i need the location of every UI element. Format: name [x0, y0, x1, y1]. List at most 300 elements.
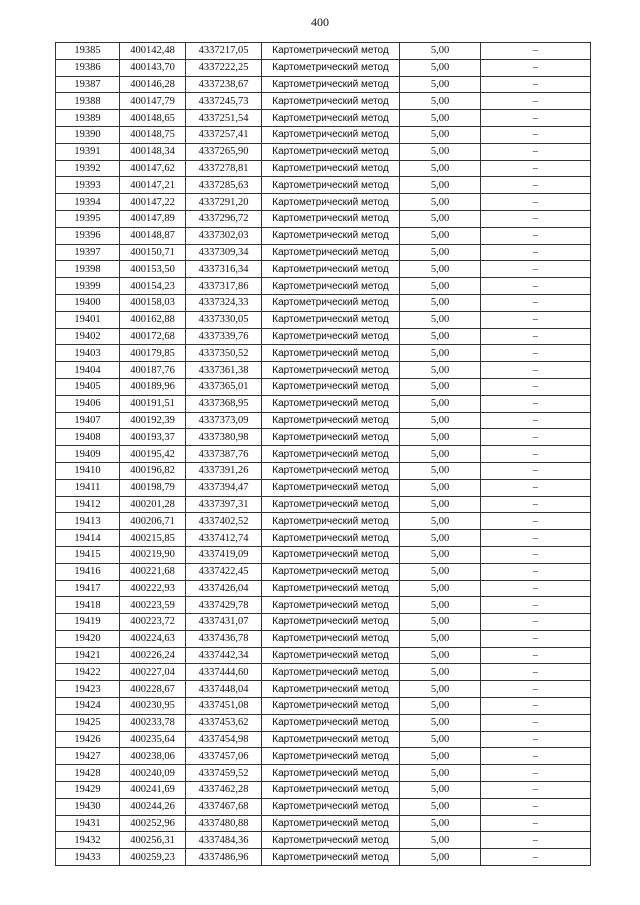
note-cell: –: [481, 462, 591, 479]
point-number-cell: 19399: [56, 278, 120, 295]
method-cell: Картометрический метод: [262, 798, 400, 815]
accuracy-cell: 5,00: [400, 429, 481, 446]
y-coordinate-cell: 4337238,67: [186, 76, 262, 93]
x-coordinate-cell: 400201,28: [120, 496, 186, 513]
x-coordinate-cell: 400147,62: [120, 160, 186, 177]
accuracy-cell: 5,00: [400, 345, 481, 362]
x-coordinate-cell: 400259,23: [120, 849, 186, 866]
table-row: [56, 630, 591, 647]
table-row: [56, 126, 591, 143]
y-coordinate-cell: 4337451,08: [186, 698, 262, 715]
table-row: [56, 395, 591, 412]
table-row: [56, 530, 591, 547]
method-cell: Картометрический метод: [262, 110, 400, 127]
method-cell: Картометрический метод: [262, 429, 400, 446]
y-coordinate-cell: 4337257,41: [186, 126, 262, 143]
method-cell: Картометрический метод: [262, 530, 400, 547]
table-row: [56, 513, 591, 530]
x-coordinate-cell: 400150,71: [120, 244, 186, 261]
method-cell: Картометрический метод: [262, 143, 400, 160]
y-coordinate-cell: 4337462,28: [186, 782, 262, 799]
point-number-cell: 19410: [56, 462, 120, 479]
y-coordinate-cell: 4337397,31: [186, 496, 262, 513]
note-cell: –: [481, 714, 591, 731]
table-row: [56, 210, 591, 227]
note-cell: –: [481, 731, 591, 748]
x-coordinate-cell: 400147,79: [120, 93, 186, 110]
coordinates-table: [55, 42, 591, 866]
table-row: [56, 227, 591, 244]
note-cell: –: [481, 446, 591, 463]
method-cell: Картометрический метод: [262, 261, 400, 278]
y-coordinate-cell: 4337442,34: [186, 647, 262, 664]
method-cell: Картометрический метод: [262, 614, 400, 631]
table-row: [56, 93, 591, 110]
point-number-cell: 19420: [56, 630, 120, 647]
method-cell: Картометрический метод: [262, 496, 400, 513]
y-coordinate-cell: 4337394,47: [186, 479, 262, 496]
note-cell: –: [481, 412, 591, 429]
y-coordinate-cell: 4337412,74: [186, 530, 262, 547]
x-coordinate-cell: 400233,78: [120, 714, 186, 731]
table-row: [56, 446, 591, 463]
table-row: [56, 546, 591, 563]
note-cell: –: [481, 597, 591, 614]
point-number-cell: 19412: [56, 496, 120, 513]
point-number-cell: 19387: [56, 76, 120, 93]
point-number-cell: 19391: [56, 143, 120, 160]
note-cell: –: [481, 395, 591, 412]
y-coordinate-cell: 4337402,52: [186, 513, 262, 530]
table-row: [56, 731, 591, 748]
x-coordinate-cell: 400223,72: [120, 614, 186, 631]
accuracy-cell: 5,00: [400, 59, 481, 76]
table-row: [56, 244, 591, 261]
method-cell: Картометрический метод: [262, 479, 400, 496]
x-coordinate-cell: 400240,09: [120, 765, 186, 782]
note-cell: –: [481, 513, 591, 530]
table-row: [56, 580, 591, 597]
y-coordinate-cell: 4337222,25: [186, 59, 262, 76]
y-coordinate-cell: 4337324,33: [186, 294, 262, 311]
x-coordinate-cell: 400143,70: [120, 59, 186, 76]
accuracy-cell: 5,00: [400, 798, 481, 815]
x-coordinate-cell: 400172,68: [120, 328, 186, 345]
point-number-cell: 19413: [56, 513, 120, 530]
accuracy-cell: 5,00: [400, 177, 481, 194]
y-coordinate-cell: 4337339,76: [186, 328, 262, 345]
x-coordinate-cell: 400221,68: [120, 563, 186, 580]
y-coordinate-cell: 4337431,07: [186, 614, 262, 631]
table-row: [56, 647, 591, 664]
x-coordinate-cell: 400235,64: [120, 731, 186, 748]
x-coordinate-cell: 400162,88: [120, 311, 186, 328]
accuracy-cell: 5,00: [400, 630, 481, 647]
point-number-cell: 19423: [56, 681, 120, 698]
point-number-cell: 19385: [56, 43, 120, 60]
note-cell: –: [481, 160, 591, 177]
y-coordinate-cell: 4337419,09: [186, 546, 262, 563]
x-coordinate-cell: 400147,22: [120, 194, 186, 211]
method-cell: Картометрический метод: [262, 462, 400, 479]
note-cell: –: [481, 143, 591, 160]
table-row: [56, 597, 591, 614]
table-row: [56, 798, 591, 815]
point-number-cell: 19406: [56, 395, 120, 412]
method-cell: Картометрический метод: [262, 513, 400, 530]
x-coordinate-cell: 400241,69: [120, 782, 186, 799]
point-number-cell: 19430: [56, 798, 120, 815]
method-cell: Картометрический метод: [262, 345, 400, 362]
table-row: [56, 59, 591, 76]
x-coordinate-cell: 400256,31: [120, 832, 186, 849]
point-number-cell: 19424: [56, 698, 120, 715]
x-coordinate-cell: 400148,75: [120, 126, 186, 143]
table-row: [56, 278, 591, 295]
note-cell: –: [481, 76, 591, 93]
x-coordinate-cell: 400244,26: [120, 798, 186, 815]
accuracy-cell: 5,00: [400, 126, 481, 143]
y-coordinate-cell: 4337361,38: [186, 362, 262, 379]
note-cell: –: [481, 227, 591, 244]
point-number-cell: 19405: [56, 378, 120, 395]
y-coordinate-cell: 4337302,03: [186, 227, 262, 244]
table-row: [56, 832, 591, 849]
accuracy-cell: 5,00: [400, 563, 481, 580]
coordinates-table-body: [56, 43, 591, 866]
accuracy-cell: 5,00: [400, 748, 481, 765]
point-number-cell: 19418: [56, 597, 120, 614]
x-coordinate-cell: 400147,89: [120, 210, 186, 227]
note-cell: –: [481, 194, 591, 211]
y-coordinate-cell: 4337457,06: [186, 748, 262, 765]
x-coordinate-cell: 400148,87: [120, 227, 186, 244]
point-number-cell: 19431: [56, 815, 120, 832]
accuracy-cell: 5,00: [400, 496, 481, 513]
method-cell: Картометрический метод: [262, 664, 400, 681]
point-number-cell: 19397: [56, 244, 120, 261]
table-row: [56, 748, 591, 765]
accuracy-cell: 5,00: [400, 597, 481, 614]
point-number-cell: 19414: [56, 530, 120, 547]
accuracy-cell: 5,00: [400, 395, 481, 412]
accuracy-cell: 5,00: [400, 580, 481, 597]
method-cell: Картометрический метод: [262, 59, 400, 76]
note-cell: –: [481, 815, 591, 832]
note-cell: –: [481, 479, 591, 496]
y-coordinate-cell: 4337296,72: [186, 210, 262, 227]
method-cell: Картометрический метод: [262, 748, 400, 765]
table-row: [56, 698, 591, 715]
point-number-cell: 19416: [56, 563, 120, 580]
accuracy-cell: 5,00: [400, 513, 481, 530]
y-coordinate-cell: 4337278,81: [186, 160, 262, 177]
note-cell: –: [481, 698, 591, 715]
y-coordinate-cell: 4337265,90: [186, 143, 262, 160]
method-cell: Картометрический метод: [262, 446, 400, 463]
y-coordinate-cell: 4337285,63: [186, 177, 262, 194]
point-number-cell: 19400: [56, 294, 120, 311]
table-row: [56, 462, 591, 479]
method-cell: Картометрический метод: [262, 378, 400, 395]
y-coordinate-cell: 4337436,78: [186, 630, 262, 647]
x-coordinate-cell: 400226,24: [120, 647, 186, 664]
y-coordinate-cell: 4337309,34: [186, 244, 262, 261]
table-row: [56, 378, 591, 395]
note-cell: –: [481, 849, 591, 866]
method-cell: Картометрический метод: [262, 815, 400, 832]
x-coordinate-cell: 400223,59: [120, 597, 186, 614]
note-cell: –: [481, 563, 591, 580]
note-cell: –: [481, 748, 591, 765]
note-cell: –: [481, 278, 591, 295]
accuracy-cell: 5,00: [400, 194, 481, 211]
note-cell: –: [481, 43, 591, 60]
note-cell: –: [481, 765, 591, 782]
point-number-cell: 19427: [56, 748, 120, 765]
table-row: [56, 782, 591, 799]
x-coordinate-cell: 400224,63: [120, 630, 186, 647]
method-cell: Картометрический метод: [262, 832, 400, 849]
accuracy-cell: 5,00: [400, 311, 481, 328]
table-row: [56, 614, 591, 631]
x-coordinate-cell: 400189,96: [120, 378, 186, 395]
method-cell: Картометрический метод: [262, 849, 400, 866]
y-coordinate-cell: 4337350,52: [186, 345, 262, 362]
x-coordinate-cell: 400193,37: [120, 429, 186, 446]
accuracy-cell: 5,00: [400, 765, 481, 782]
note-cell: –: [481, 210, 591, 227]
method-cell: Картометрический метод: [262, 210, 400, 227]
note-cell: –: [481, 782, 591, 799]
method-cell: Картометрический метод: [262, 160, 400, 177]
note-cell: –: [481, 177, 591, 194]
y-coordinate-cell: 4337251,54: [186, 110, 262, 127]
table-row: [56, 681, 591, 698]
method-cell: Картометрический метод: [262, 698, 400, 715]
point-number-cell: 19394: [56, 194, 120, 211]
accuracy-cell: 5,00: [400, 362, 481, 379]
accuracy-cell: 5,00: [400, 412, 481, 429]
y-coordinate-cell: 4337480,88: [186, 815, 262, 832]
y-coordinate-cell: 4337467,68: [186, 798, 262, 815]
point-number-cell: 19407: [56, 412, 120, 429]
x-coordinate-cell: 400158,03: [120, 294, 186, 311]
x-coordinate-cell: 400215,85: [120, 530, 186, 547]
y-coordinate-cell: 4337365,01: [186, 378, 262, 395]
method-cell: Картометрический метод: [262, 681, 400, 698]
x-coordinate-cell: 400191,51: [120, 395, 186, 412]
point-number-cell: 19433: [56, 849, 120, 866]
point-number-cell: 19404: [56, 362, 120, 379]
y-coordinate-cell: 4337317,86: [186, 278, 262, 295]
table-row: [56, 110, 591, 127]
table-row: [56, 815, 591, 832]
point-number-cell: 19389: [56, 110, 120, 127]
method-cell: Картометрический метод: [262, 177, 400, 194]
point-number-cell: 19408: [56, 429, 120, 446]
note-cell: –: [481, 59, 591, 76]
note-cell: –: [481, 328, 591, 345]
y-coordinate-cell: 4337368,95: [186, 395, 262, 412]
y-coordinate-cell: 4337486,96: [186, 849, 262, 866]
table-row: [56, 563, 591, 580]
accuracy-cell: 5,00: [400, 43, 481, 60]
method-cell: Картометрический метод: [262, 563, 400, 580]
y-coordinate-cell: 4337444,60: [186, 664, 262, 681]
accuracy-cell: 5,00: [400, 294, 481, 311]
accuracy-cell: 5,00: [400, 227, 481, 244]
point-number-cell: 19422: [56, 664, 120, 681]
accuracy-cell: 5,00: [400, 832, 481, 849]
accuracy-cell: 5,00: [400, 647, 481, 664]
method-cell: Картометрический метод: [262, 278, 400, 295]
method-cell: Картометрический метод: [262, 412, 400, 429]
table-row: [56, 714, 591, 731]
point-number-cell: 19426: [56, 731, 120, 748]
table-row: [56, 311, 591, 328]
method-cell: Картометрический метод: [262, 714, 400, 731]
note-cell: –: [481, 93, 591, 110]
method-cell: Картометрический метод: [262, 43, 400, 60]
y-coordinate-cell: 4337380,98: [186, 429, 262, 446]
x-coordinate-cell: 400187,76: [120, 362, 186, 379]
point-number-cell: 19396: [56, 227, 120, 244]
table-row: [56, 849, 591, 866]
note-cell: –: [481, 647, 591, 664]
x-coordinate-cell: 400192,39: [120, 412, 186, 429]
accuracy-cell: 5,00: [400, 462, 481, 479]
point-number-cell: 19417: [56, 580, 120, 597]
method-cell: Картометрический метод: [262, 93, 400, 110]
method-cell: Картометрический метод: [262, 362, 400, 379]
accuracy-cell: 5,00: [400, 614, 481, 631]
note-cell: –: [481, 294, 591, 311]
point-number-cell: 19386: [56, 59, 120, 76]
point-number-cell: 19401: [56, 311, 120, 328]
point-number-cell: 19432: [56, 832, 120, 849]
method-cell: Картометрический метод: [262, 328, 400, 345]
y-coordinate-cell: 4337245,73: [186, 93, 262, 110]
point-number-cell: 19415: [56, 546, 120, 563]
y-coordinate-cell: 4337316,34: [186, 261, 262, 278]
table-row: [56, 143, 591, 160]
accuracy-cell: 5,00: [400, 244, 481, 261]
accuracy-cell: 5,00: [400, 782, 481, 799]
note-cell: –: [481, 126, 591, 143]
accuracy-cell: 5,00: [400, 681, 481, 698]
y-coordinate-cell: 4337484,36: [186, 832, 262, 849]
point-number-cell: 19388: [56, 93, 120, 110]
y-coordinate-cell: 4337459,52: [186, 765, 262, 782]
point-number-cell: 19402: [56, 328, 120, 345]
note-cell: –: [481, 311, 591, 328]
point-number-cell: 19428: [56, 765, 120, 782]
point-number-cell: 19419: [56, 614, 120, 631]
method-cell: Картометрический метод: [262, 294, 400, 311]
y-coordinate-cell: 4337387,76: [186, 446, 262, 463]
x-coordinate-cell: 400228,67: [120, 681, 186, 698]
table-row: [56, 76, 591, 93]
x-coordinate-cell: 400222,93: [120, 580, 186, 597]
method-cell: Картометрический метод: [262, 731, 400, 748]
accuracy-cell: 5,00: [400, 378, 481, 395]
point-number-cell: 19421: [56, 647, 120, 664]
accuracy-cell: 5,00: [400, 143, 481, 160]
note-cell: –: [481, 832, 591, 849]
table-row: [56, 429, 591, 446]
y-coordinate-cell: 4337429,78: [186, 597, 262, 614]
note-cell: –: [481, 664, 591, 681]
method-cell: Картометрический метод: [262, 597, 400, 614]
method-cell: Картометрический метод: [262, 782, 400, 799]
method-cell: Картометрический метод: [262, 76, 400, 93]
accuracy-cell: 5,00: [400, 210, 481, 227]
note-cell: –: [481, 681, 591, 698]
method-cell: Картометрический метод: [262, 580, 400, 597]
note-cell: –: [481, 110, 591, 127]
note-cell: –: [481, 580, 591, 597]
point-number-cell: 19392: [56, 160, 120, 177]
y-coordinate-cell: 4337391,26: [186, 462, 262, 479]
accuracy-cell: 5,00: [400, 849, 481, 866]
x-coordinate-cell: 400196,82: [120, 462, 186, 479]
table-row: [56, 664, 591, 681]
point-number-cell: 19411: [56, 479, 120, 496]
table-row: [56, 362, 591, 379]
note-cell: –: [481, 496, 591, 513]
point-number-cell: 19409: [56, 446, 120, 463]
table-row: [56, 328, 591, 345]
point-number-cell: 19393: [56, 177, 120, 194]
y-coordinate-cell: 4337291,20: [186, 194, 262, 211]
y-coordinate-cell: 4337448,04: [186, 681, 262, 698]
y-coordinate-cell: 4337422,45: [186, 563, 262, 580]
method-cell: Картометрический метод: [262, 630, 400, 647]
x-coordinate-cell: 400252,96: [120, 815, 186, 832]
note-cell: –: [481, 630, 591, 647]
note-cell: –: [481, 798, 591, 815]
accuracy-cell: 5,00: [400, 546, 481, 563]
x-coordinate-cell: 400142,48: [120, 43, 186, 60]
note-cell: –: [481, 614, 591, 631]
method-cell: Картометрический метод: [262, 546, 400, 563]
x-coordinate-cell: 400148,65: [120, 110, 186, 127]
accuracy-cell: 5,00: [400, 698, 481, 715]
table-row: [56, 177, 591, 194]
method-cell: Картометрический метод: [262, 227, 400, 244]
note-cell: –: [481, 429, 591, 446]
accuracy-cell: 5,00: [400, 479, 481, 496]
accuracy-cell: 5,00: [400, 110, 481, 127]
method-cell: Картометрический метод: [262, 647, 400, 664]
accuracy-cell: 5,00: [400, 278, 481, 295]
table-row: [56, 261, 591, 278]
method-cell: Картометрический метод: [262, 126, 400, 143]
method-cell: Картометрический метод: [262, 194, 400, 211]
table-row: [56, 496, 591, 513]
accuracy-cell: 5,00: [400, 731, 481, 748]
note-cell: –: [481, 345, 591, 362]
method-cell: Картометрический метод: [262, 311, 400, 328]
table-row: [56, 412, 591, 429]
point-number-cell: 19429: [56, 782, 120, 799]
accuracy-cell: 5,00: [400, 664, 481, 681]
y-coordinate-cell: 4337373,09: [186, 412, 262, 429]
y-coordinate-cell: 4337453,62: [186, 714, 262, 731]
point-number-cell: 19395: [56, 210, 120, 227]
table-row: [56, 194, 591, 211]
